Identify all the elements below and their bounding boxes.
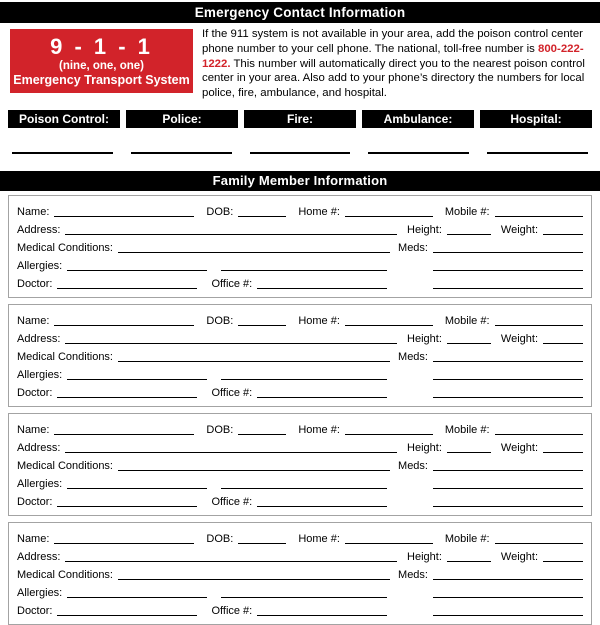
blank-line-mobile-phone [495,324,583,326]
badge-transport-system: Emergency Transport System [13,73,190,87]
blank-line-weight [543,342,583,344]
field-label-office-phone: Office #: [211,604,253,617]
member-row-medical [17,564,583,582]
field-label-medical-conditions: Medical Conditions: [17,350,113,363]
member-row-name [17,419,583,437]
blank-line-name [54,433,194,435]
contact-label-ambulance: Ambulance: [362,110,474,128]
field-label-weight: Weight: [500,441,538,454]
member-row-allergies [17,473,583,491]
field-label-dob: DOB: [206,314,234,327]
blank-line-address [65,560,397,562]
blank-line-home-phone [345,215,433,217]
blank-line-office-phone [257,287,387,289]
blank-line-address [65,233,397,235]
field-label-name: Name: [17,314,50,327]
field-label-address: Address: [17,223,61,236]
blank-line-doctor [57,396,197,398]
member-row-allergies [17,364,583,382]
field-label-name: Name: [17,423,50,436]
field-label-mobile-phone: Mobile #: [444,532,490,545]
blank-line-allergies-continued [221,596,387,598]
member-row-doctor [17,600,583,618]
blank-line-allergies-continued [221,378,387,380]
blank-line-allergies [67,269,207,271]
blank-line-police [131,152,232,154]
family-section-header: Family Member Information [0,171,600,191]
member-row-address [17,219,583,237]
field-label-dob: DOB: [206,532,234,545]
contact-label-fire: Fire: [244,110,356,128]
blank-line-medical-conditions [118,360,390,362]
blank-line-name [54,215,194,217]
field-label-address: Address: [17,332,61,345]
field-label-weight: Weight: [500,332,538,345]
member-row-address [17,328,583,346]
contact-label-hospital: Hospital: [480,110,592,128]
field-label-weight: Weight: [500,223,538,236]
blank-line-name [54,542,194,544]
blank-line-weight [543,233,583,235]
field-label-allergies: Allergies: [17,259,63,272]
member-row-doctor [17,382,583,400]
member-block [8,304,592,407]
contact-label-poison-control: Poison Control: [8,110,120,128]
field-label-doctor: Doctor: [17,495,53,508]
blank-line-mobile-phone [495,433,583,435]
field-label-doctor: Doctor: [17,386,53,399]
blank-line-mobile-phone [495,542,583,544]
blank-line-meds-continued-2 [433,614,583,616]
blank-line-weight [543,560,583,562]
field-label-office-phone: Office #: [211,277,253,290]
field-label-home-phone: Home #: [298,423,340,436]
field-label-medical-conditions: Medical Conditions: [17,568,113,581]
blank-line-office-phone [257,614,387,616]
field-label-height: Height: [407,441,442,454]
field-label-doctor: Doctor: [17,604,53,617]
field-label-medical-conditions: Medical Conditions: [17,459,113,472]
blank-line-ambulance [368,152,469,154]
family-members-section [0,191,600,625]
blank-line-meds-continued-2 [433,505,583,507]
contact-label-police: Police: [126,110,238,128]
field-label-height: Height: [407,550,442,563]
field-label-medical-conditions: Medical Conditions: [17,241,113,254]
blank-line-allergies-continued [221,269,387,271]
blank-line-doctor [57,614,197,616]
field-label-height: Height: [407,223,442,236]
blank-line-home-phone [345,542,433,544]
blank-line-height [447,342,491,344]
field-label-home-phone: Home #: [298,205,340,218]
blank-line-meds [433,251,583,253]
member-row-medical [17,237,583,255]
blank-line-office-phone [257,505,387,507]
blank-line-height [447,233,491,235]
blank-line-meds-continued-2 [433,287,583,289]
field-label-meds: Meds: [398,459,428,472]
blank-line-hospital [487,152,588,154]
blank-line-address [65,451,397,453]
member-row-medical [17,455,583,473]
blank-line-address [65,342,397,344]
field-label-name: Name: [17,205,50,218]
blank-line-height [447,451,491,453]
blank-line-dob [238,324,286,326]
field-label-address: Address: [17,550,61,563]
field-label-home-phone: Home #: [298,532,340,545]
badge-911-words: (nine, one, one) [59,60,144,72]
badge-911-number: 9 - 1 - 1 [50,34,153,59]
field-label-office-phone: Office #: [211,495,253,508]
emergency-911-badge [10,29,193,93]
field-label-meds: Meds: [398,350,428,363]
field-label-home-phone: Home #: [298,314,340,327]
member-block [8,195,592,298]
member-row-doctor [17,491,583,509]
blank-line-mobile-phone [495,215,583,217]
blank-line-meds [433,578,583,580]
field-label-mobile-phone: Mobile #: [444,423,490,436]
field-label-dob: DOB: [206,423,234,436]
member-row-allergies [17,582,583,600]
poison-control-instructions [202,27,590,101]
emergency-contacts-label-row [0,110,600,128]
field-label-allergies: Allergies: [17,477,63,490]
instructions-text-after: This number will automatically direct you to the nearest poison control center in your area. Also add to your phone’s directory the numbers for local police, fire, ambulance, and hospital. [202,57,585,100]
field-label-address: Address: [17,441,61,454]
blank-line-allergies [67,378,207,380]
field-label-meds: Meds: [398,241,428,254]
member-row-doctor [17,273,583,291]
field-label-name: Name: [17,532,50,545]
blank-line-dob [238,542,286,544]
member-row-name [17,528,583,546]
blank-line-fire [250,152,351,154]
member-row-name [17,310,583,328]
instructions-text-before: If the 911 system is not available in your area, add the poison control center phone number to your cell phone. The national, toll-free number is [202,28,583,55]
blank-line-home-phone [345,433,433,435]
emergency-info-section [0,23,600,101]
blank-line-medical-conditions [118,578,390,580]
blank-line-height [447,560,491,562]
blank-line-meds-continued [433,596,583,598]
member-block [8,413,592,516]
blank-line-meds-continued [433,487,583,489]
field-label-allergies: Allergies: [17,586,63,599]
emergency-contacts-blank-row [0,152,600,154]
member-row-address [17,437,583,455]
blank-line-meds-continued-2 [433,396,583,398]
member-row-address [17,546,583,564]
field-label-dob: DOB: [206,205,234,218]
field-label-office-phone: Office #: [211,386,253,399]
member-row-name [17,201,583,219]
blank-line-office-phone [257,396,387,398]
blank-line-allergies [67,596,207,598]
member-row-medical [17,346,583,364]
field-label-mobile-phone: Mobile #: [444,314,490,327]
blank-line-meds-continued [433,269,583,271]
field-label-weight: Weight: [500,550,538,563]
blank-line-allergies-continued [221,487,387,489]
field-label-meds: Meds: [398,568,428,581]
blank-line-home-phone [345,324,433,326]
field-label-allergies: Allergies: [17,368,63,381]
blank-line-doctor [57,287,197,289]
blank-line-doctor [57,505,197,507]
blank-line-meds [433,469,583,471]
blank-line-meds-continued [433,378,583,380]
member-block [8,522,592,625]
blank-line-poison-control [12,152,113,154]
poison-control-phone-number: 800-222-1222. [202,42,584,70]
blank-line-meds [433,360,583,362]
blank-line-name [54,324,194,326]
blank-line-medical-conditions [118,251,390,253]
blank-line-dob [238,433,286,435]
emergency-section-header: Emergency Contact Information [0,2,600,23]
blank-line-medical-conditions [118,469,390,471]
member-row-allergies [17,255,583,273]
field-label-doctor: Doctor: [17,277,53,290]
field-label-height: Height: [407,332,442,345]
blank-line-weight [543,451,583,453]
blank-line-allergies [67,487,207,489]
field-label-mobile-phone: Mobile #: [444,205,490,218]
blank-line-dob [238,215,286,217]
